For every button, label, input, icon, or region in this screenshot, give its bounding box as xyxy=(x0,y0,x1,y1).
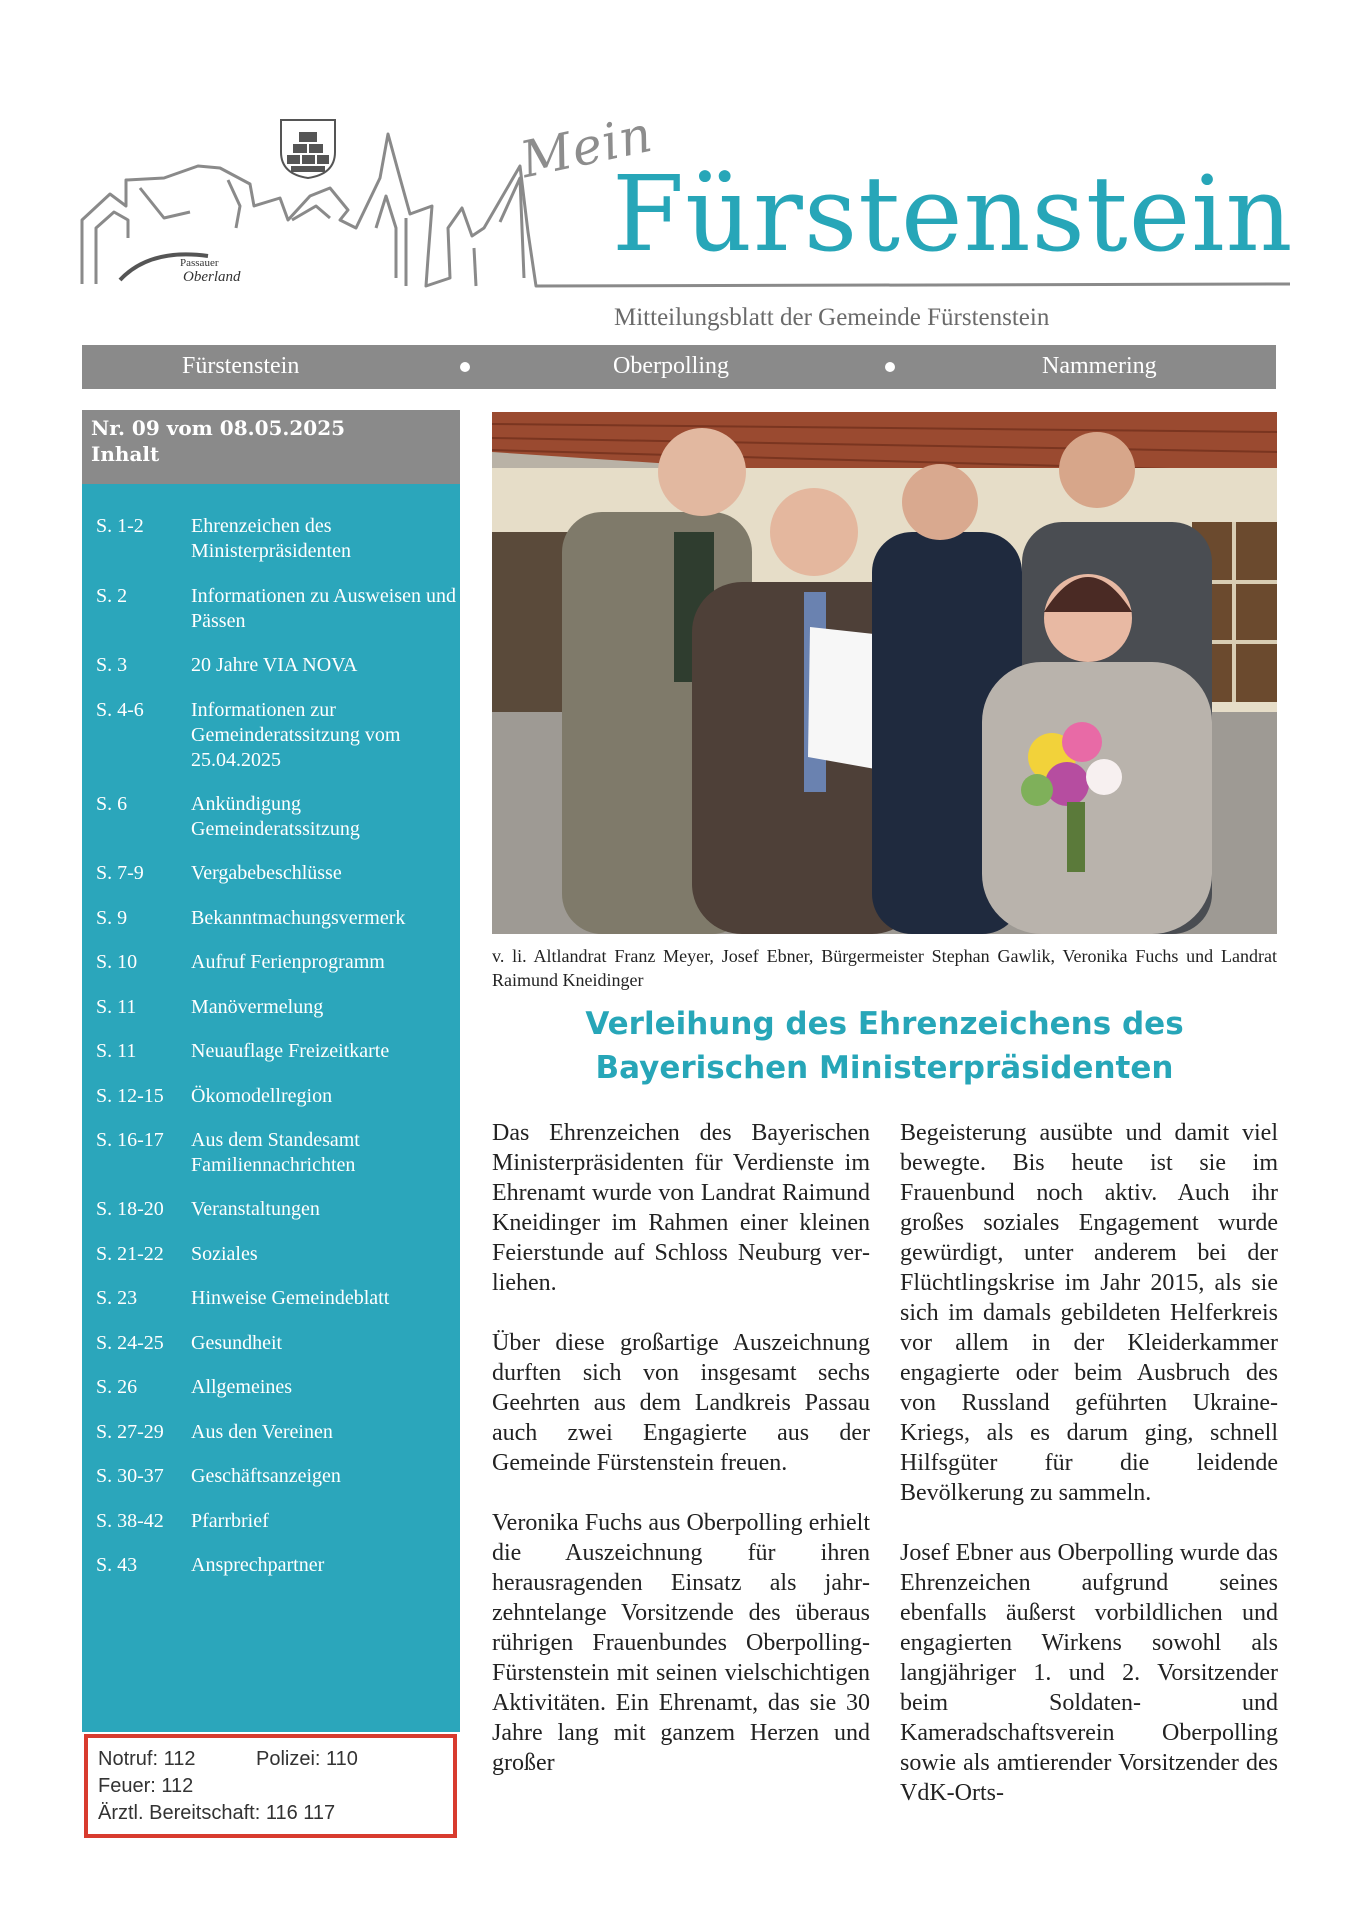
toc-page: S. 11 xyxy=(96,1040,137,1062)
toc-page: S. 26 xyxy=(96,1376,138,1398)
toc-title: Aus dem Standesamt Familiennachrichten xyxy=(191,1129,360,1176)
toc-page: S. 1-2 xyxy=(96,515,144,537)
toc-page: S. 43 xyxy=(96,1554,138,1576)
toc-title: Informationen zu Ausweisen und Pässen xyxy=(191,585,456,632)
toc-title: Ankündigung Gemeinderatssitzung xyxy=(191,793,360,840)
municipal-crest-icon xyxy=(279,118,337,180)
headline-line-1: Verleihung des Ehrenzeichens des xyxy=(585,1006,1184,1042)
toc-title: Informationen zur Gemeinderatssitzung vom 25.04.2025 xyxy=(191,699,401,771)
toc-page: S. 16-17 xyxy=(96,1129,164,1151)
toc-page: S. 9 xyxy=(96,907,128,929)
toc-title: Ehrenzeichen des Ministerpräsidenten xyxy=(191,515,351,562)
emergency-notruf: Notruf: 112 xyxy=(98,1748,196,1770)
toc-page: S. 4-6 xyxy=(96,699,144,721)
headline-line-2: Bayerischen Ministerpräsidenten xyxy=(595,1050,1174,1086)
photo-caption: v. li. Altlandrat Franz Meyer, Josef Ebner, Bürgermeister Stephan Gawlik, Veronika Fuchs und Landrat Raimund Kneidinger xyxy=(492,946,1277,990)
paragraph: Über diese großartige Auszeichnung durften sich von insgesamt sechs Geehrten aus dem Landkreis Passau auch zwei Engagierte aus der Gemeinde Fürstenstein freuen. xyxy=(492,1330,870,1476)
emergency-numbers-box xyxy=(84,1734,457,1838)
contents-label: Inhalt xyxy=(91,442,160,466)
locality-fuerstenstein: Fürstenstein xyxy=(182,353,300,379)
toc-title: Pfarrbrief xyxy=(191,1510,269,1532)
article-headline xyxy=(492,1002,1277,1090)
toc-page: S. 6 xyxy=(96,793,128,815)
toc-title: Hinweise Gemeindeblatt xyxy=(191,1287,390,1309)
toc-page: S. 30-37 xyxy=(96,1465,164,1487)
toc-title: Allgemeines xyxy=(191,1376,293,1398)
toc-title: Soziales xyxy=(191,1243,258,1265)
toc-page: S. 2 xyxy=(96,585,128,607)
toc-page: S. 7-9 xyxy=(96,862,144,884)
toc-page: S. 12-15 xyxy=(96,1085,164,1107)
paragraph: Josef Ebner aus Oberpolling wurde das Ehrenzeichen aufgrund seines ebenfalls äußerst vorbildlichen und engagierten Wirkens sowohl als langjähriger 1. und 2. Vorsitzender beim Soldaten- und Kameradschaftsverein Oberpolling sowie als amtierender Vorsitzender des VdK-Orts- xyxy=(900,1540,1278,1806)
toc-page: S. 18-20 xyxy=(96,1198,164,1220)
region-logo-bottom: Oberland xyxy=(183,269,241,285)
toc-title: Ökomodellregion xyxy=(191,1085,333,1107)
toc-title: Aufruf Ferienprogramm xyxy=(191,951,385,973)
emergency-feuer: Feuer: 112 xyxy=(98,1775,194,1797)
locality-band xyxy=(82,345,1276,389)
masthead-mein: Mein xyxy=(515,104,658,190)
toc-title: Geschäftsanzeigen xyxy=(191,1465,341,1487)
paragraph: Veronika Fuchs aus Oberpolling erhielt die Auszeichnung für ihren herausragenden Einsatz als jahrzehntelange Vorsitzende des überaus rührigen Frauenbundes Oberpolling-Fürstenstein mit seinen vielschichtigen Aktivitäten. Ein Ehrenamt, das sie 30 Jahre lang mit ganzem Herzen und großer xyxy=(492,1510,870,1776)
toc-title: Neuauflage Freizeitkarte xyxy=(191,1040,390,1062)
toc-page: S. 10 xyxy=(96,951,138,973)
toc-title: Ansprechpartner xyxy=(191,1554,325,1576)
toc-title: Vergabebeschlüsse xyxy=(191,862,342,884)
toc-title: Aus den Vereinen xyxy=(191,1421,333,1443)
toc-title: Gesundheit xyxy=(191,1332,283,1354)
toc-page: S. 38-42 xyxy=(96,1510,164,1532)
issue-header xyxy=(82,410,460,484)
toc-page: S. 27-29 xyxy=(96,1421,164,1443)
emergency-arzt: Ärztl. Bereitschaft: 116 117 xyxy=(98,1802,336,1824)
separator-dot xyxy=(885,362,895,372)
masthead-subtitle: Mitteilungsblatt der Gemeinde Fürstenstein xyxy=(614,304,1050,331)
article-column-right xyxy=(900,1118,1278,1838)
toc-title: 20 Jahre VIA NOVA xyxy=(191,654,358,676)
locality-nammering: Nammering xyxy=(1042,353,1157,379)
issue-number: Nr. 09 vom 08.05.2025 xyxy=(91,416,346,440)
masthead-title: Fürstenstein xyxy=(612,153,1294,275)
toc-page: S. 24-25 xyxy=(96,1332,164,1354)
toc-page: S. 3 xyxy=(96,654,128,676)
locality-oberpolling: Oberpolling xyxy=(613,353,729,379)
toc-title: Veranstaltungen xyxy=(191,1198,320,1220)
toc-title: Manövermelung xyxy=(191,996,324,1018)
toc-page: S. 23 xyxy=(96,1287,138,1309)
paragraph: Begeisterung ausübte und damit viel bewegte. Bis heute ist sie im Frauenbund noch aktiv. Auch ihr großes soziales Engagement wurde gewürdigt, unter anderem bei der Flüchtlingskrise im Jahr 2015, als sie sich im damals gebildeten Helferkreis vor allem in der Kleiderkammer engagierte oder beim Ausbruch des von Russland geführten Ukraine-Kriegs, als es darum ging, schnell Hilfsgüter für die leidende Bevölkerung zu sammeln. xyxy=(900,1120,1278,1506)
region-logo-top: Passauer xyxy=(180,257,219,269)
award-group-photo xyxy=(492,412,1277,934)
toc-title: Bekanntmachungsvermerk xyxy=(191,907,406,929)
toc-page: S. 11 xyxy=(96,996,137,1018)
paragraph: Das Ehrenzeichen des Bayerischen Ministerpräsidenten für Verdienste im Ehrenamt wurde von Landrat Raimund Kneidinger im Rahmen einer kleinen Feierstunde auf Schloss Neuburg verliehen. xyxy=(492,1120,870,1296)
article-column-left xyxy=(492,1118,870,1808)
emergency-polizei: Polizei: 110 xyxy=(256,1748,358,1770)
toc-page: S. 21-22 xyxy=(96,1243,164,1265)
separator-dot xyxy=(460,362,470,372)
table-of-contents xyxy=(82,484,460,1732)
